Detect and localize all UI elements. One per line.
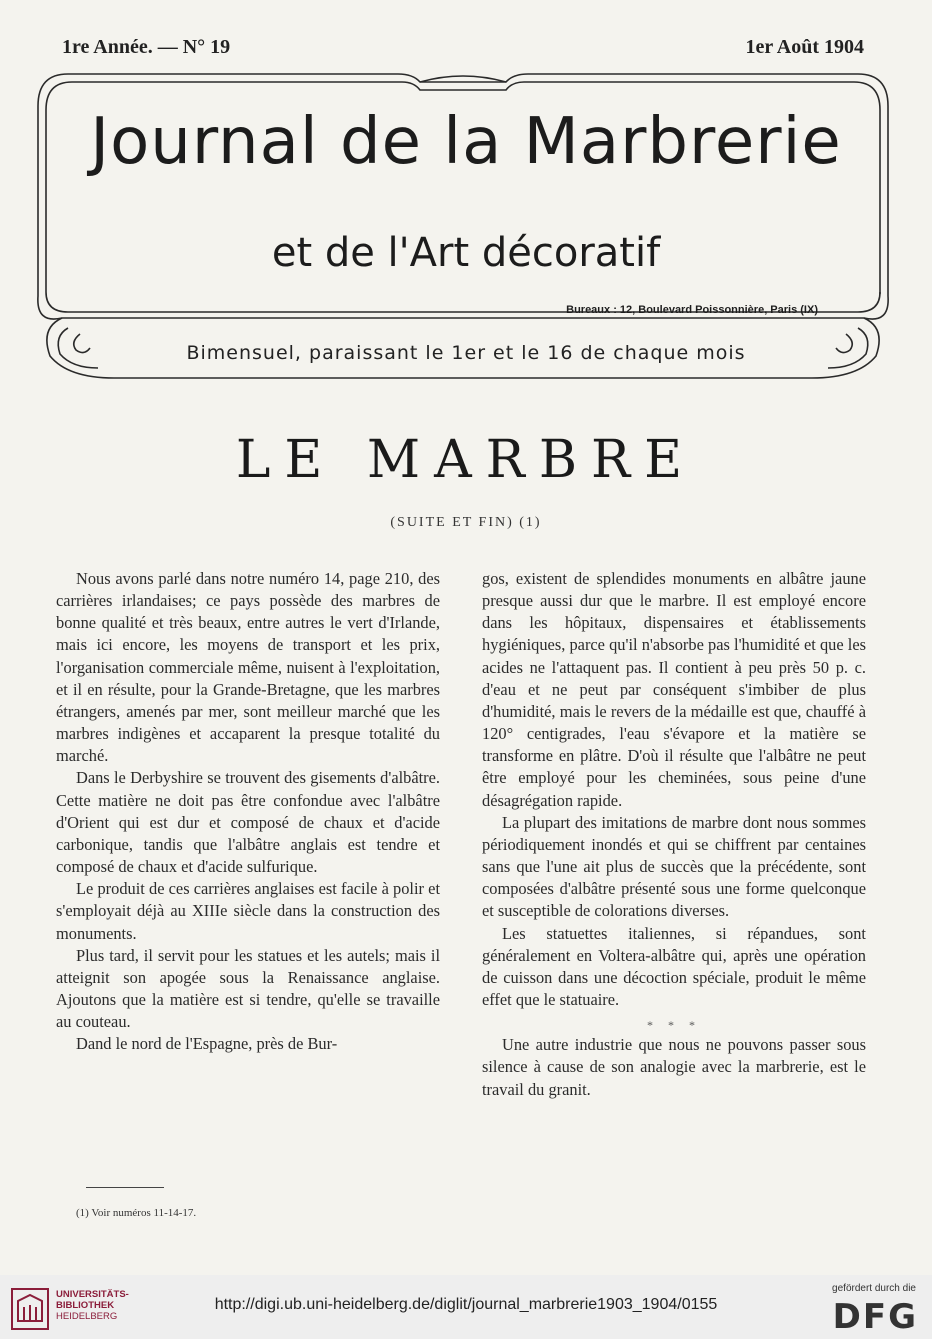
paragraph: La plupart des imitations de marbre dont nous sommes périodiquement inondés et qui se chiffrent par centaines sans que l'une ait plus de succès que la précédente, sont composées d'albâtre présenté sous une forme quelconque et susceptible de colorations diverses. xyxy=(482,812,866,921)
journal-subtitle: et de l'Art décoratif xyxy=(271,230,661,276)
issue-number: 1re Année. — N° 19 xyxy=(62,36,231,58)
left-column xyxy=(56,568,440,1055)
library-name: UNIVERSITÄTS- BIBLIOTHEK HEIDELBERG xyxy=(56,1289,129,1322)
paragraph: Une autre industrie que nous ne pouvons passer sous silence à cause de son analogie avec la marbrerie, est le travail du granit. xyxy=(482,1035,866,1099)
section-separator: * * * xyxy=(647,1018,701,1033)
paragraph: Le produit de ces carrières anglaises est facile à polir et s'employait déjà au XIIIe siècle dans la construction des monuments. xyxy=(56,879,440,943)
paragraph-continuation: gos, existent de splendides monuments en albâtre jaune presque aussi dur que le marbre. Il est employé encore dans les hôpitaux, dispensaires et établissements hygiéniques, parce qu'il n'absorbe pas l'humidité et que les acides ne l'attaquent pas. Il contient à peu près 50 p. c. d'eau et ne peut par conséquent s'imbiber de plus d'humidité, mais le revers de la médaille est que, chauffé à 120° centigrades, l'eau s'évapore et la matière se transforme en plâtre. D'où il résulte que l'albâtre ne peut être employé pour les cheminées, sous peine d'une désagrégation rapide. xyxy=(482,569,866,810)
journal-title: Journal de la Marbrerie xyxy=(90,105,842,179)
article-title: LE MARBRE xyxy=(235,430,697,490)
paragraph: Nous avons parlé dans notre numéro 14, page 210, des carrières irlandaises; ce pays possède des marbres de bonne qualité et très beaux, entre autres le vert d'Irlande, mais ici encore, les moyens de transport et les prix, l'organisation commerciale même, nuisent à l'exploitation, et il en résulte, pour la Grande-Bretagne, que les marbres étrangers, amenés par mer, sont meilleur marché que les marbres indigènes et accaparent la presque totalité du marché. xyxy=(56,569,440,766)
footnote: (1) Voir numéros 11-14-17. xyxy=(76,1207,197,1219)
paragraph: Plus tard, il servit pour les statues et les autels; mais il atteignit son apogée sous la Renaissance anglaise. Ajoutons que la matière est si tendre, qu'elle se travaille au couteau. xyxy=(56,945,440,1032)
digitization-footer xyxy=(0,1275,932,1339)
publication-frequency: Bimensuel, paraissant le 1er et le 16 de chaque mois xyxy=(186,342,746,364)
permalink-url[interactable]: http://digi.ub.uni-heidelberg.de/diglit/journal_marbrerie1903_1904/0155 xyxy=(214,1296,718,1313)
right-column xyxy=(482,568,866,1101)
paragraph: Dans le Derbyshire se trouvent des gisements d'albâtre. Cette matière ne doit pas être confondue avec l'albâtre d'Orient qui est dur et composé de chaux et d'acide carbonique, tandis que l'albâtre anglais est tendre et composé de chaux et d'acide sulfurique. xyxy=(56,768,440,877)
paragraph: Les statuettes italiennes, si répandues, sont généralement en Voltera-albâtre qui, après une opération de cuisson dans une décoction spéciale, produit le même effet que le statuaire. xyxy=(482,923,866,1009)
dfg-logo: DFG xyxy=(832,1297,918,1337)
issue-date: 1er Août 1904 xyxy=(745,36,864,58)
footnote-rule xyxy=(86,1187,164,1188)
office-address: Bureaux : 12, Boulevard Poissonnière, Paris (IX) xyxy=(566,304,818,316)
paragraph: Dand le nord de l'Espagne, près de Bur- xyxy=(76,1034,338,1054)
funding-note: gefördert durch die xyxy=(832,1283,916,1294)
article-subtitle: (SUITE ET FIN) (1) xyxy=(390,515,542,530)
